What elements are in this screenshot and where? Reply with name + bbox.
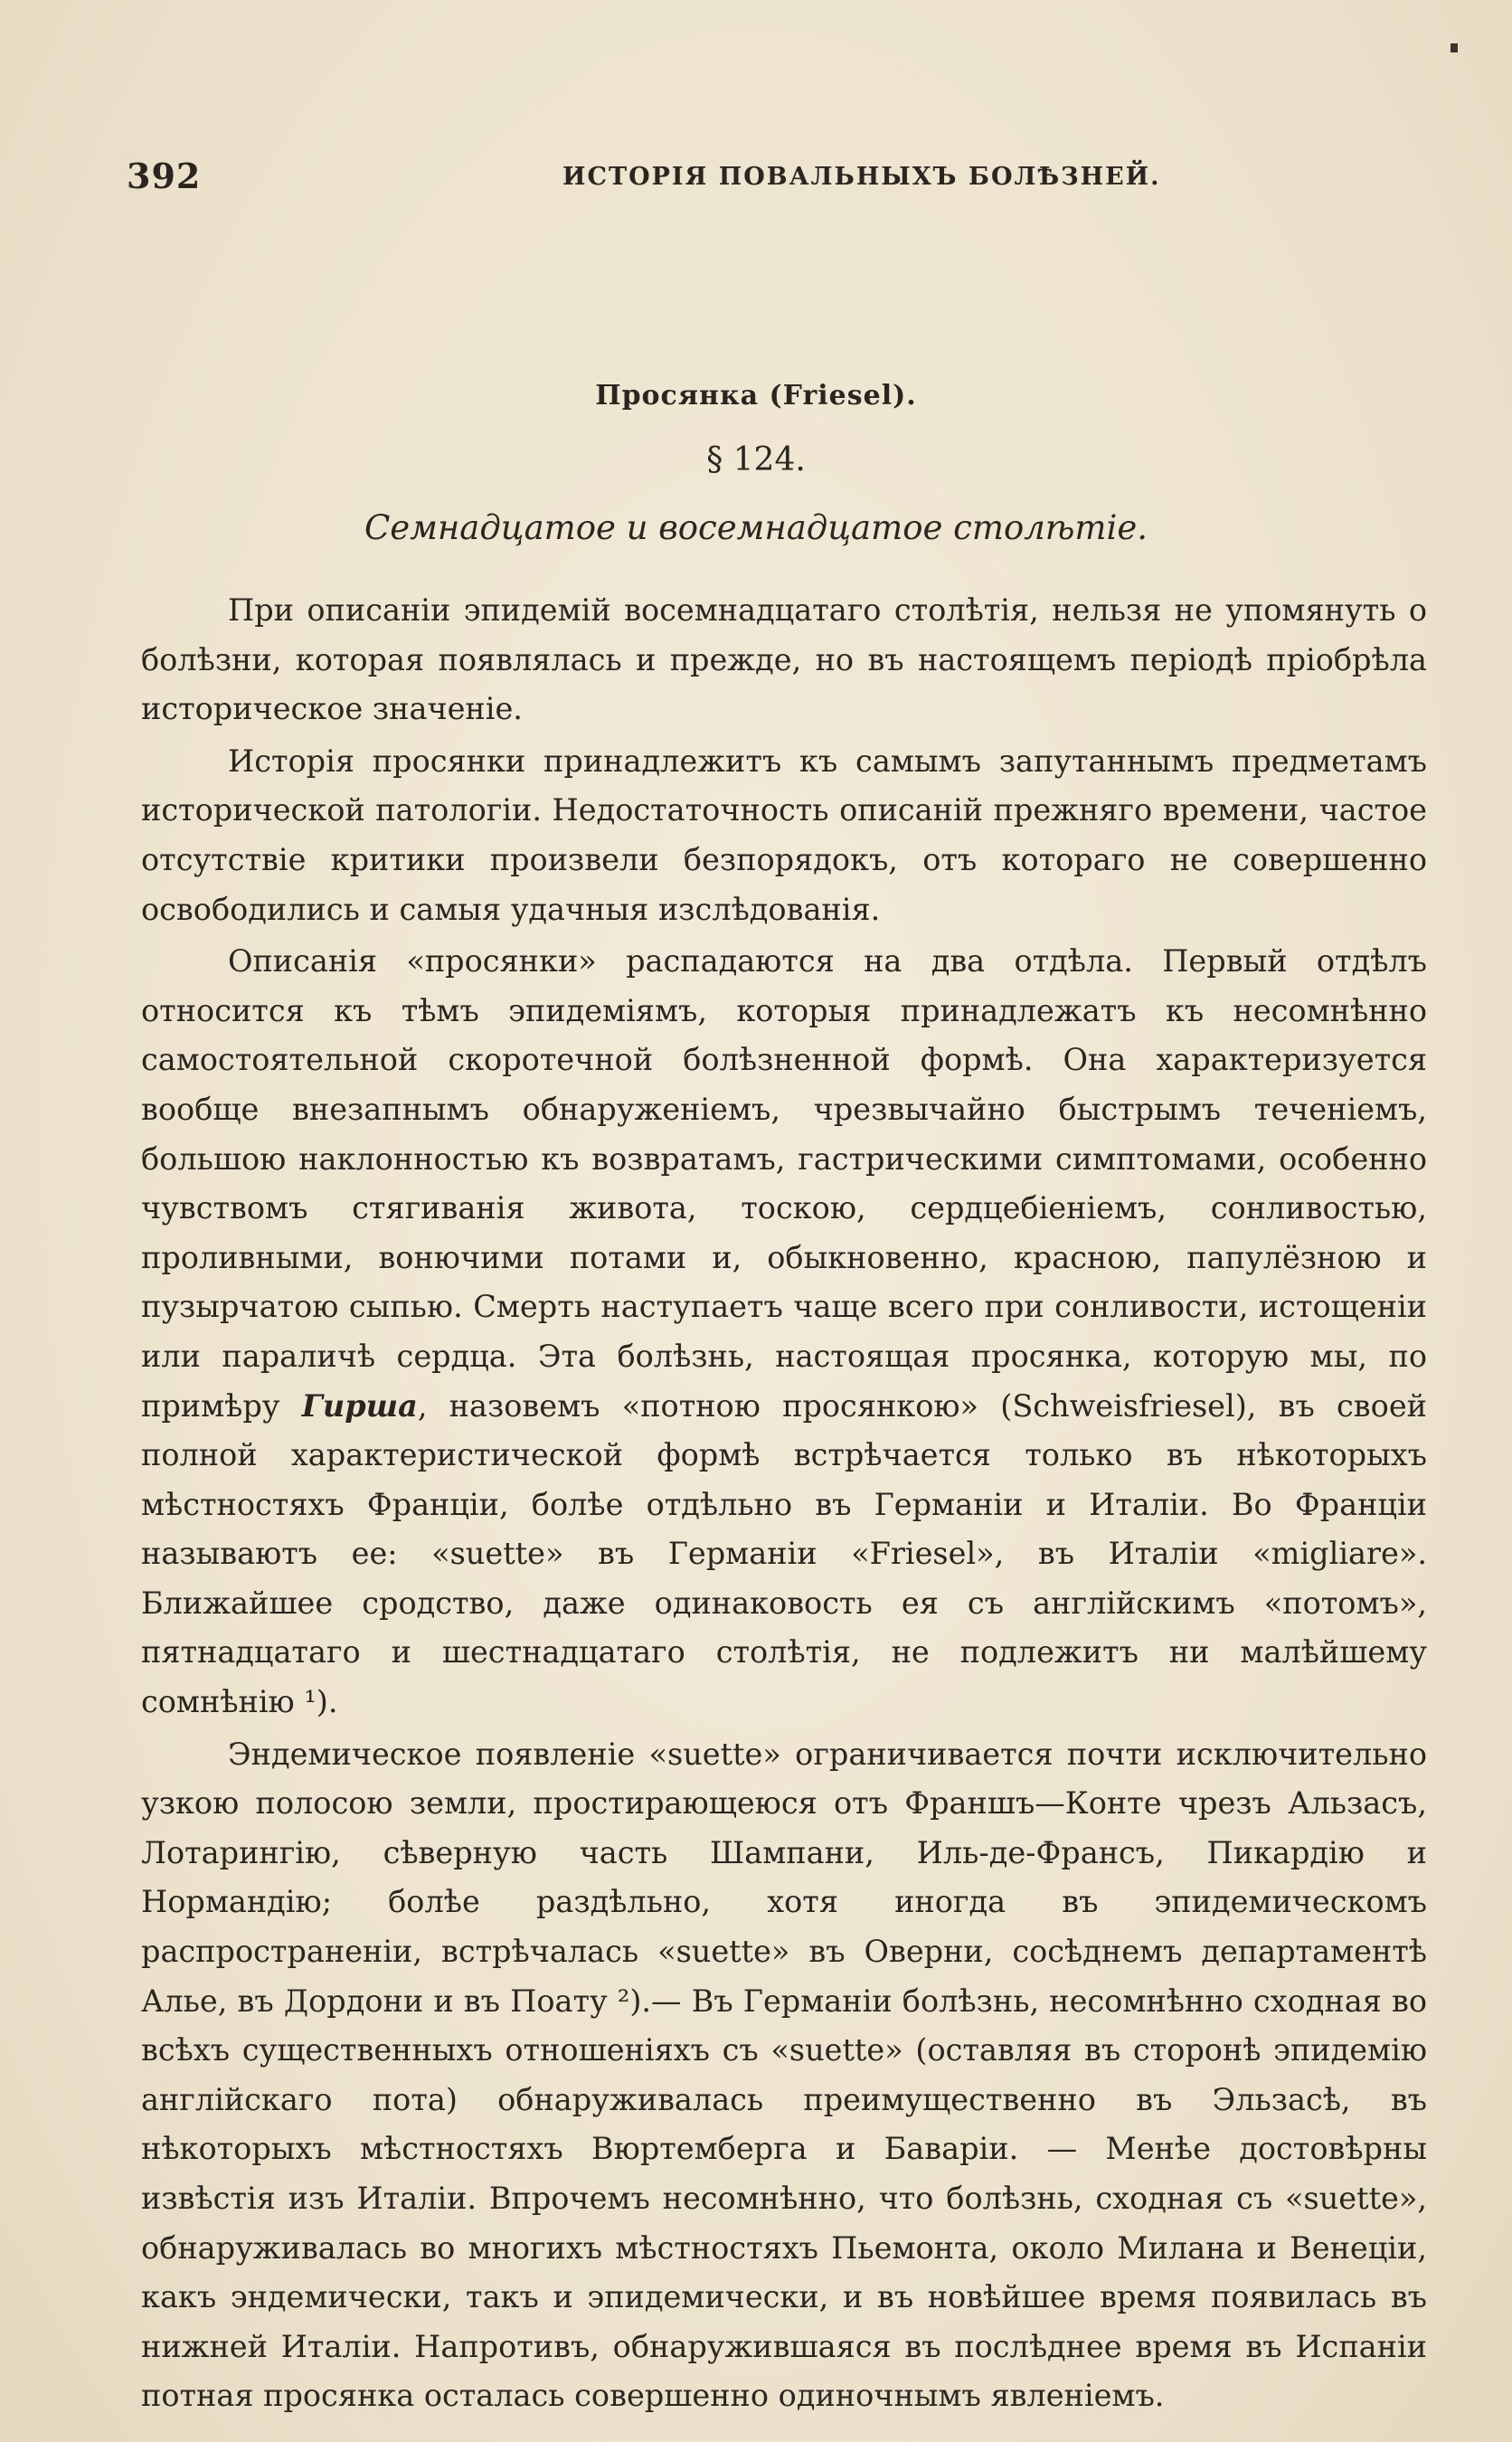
paragraph-text: Описанія «просянки» распадаются на два отдѣла. Первый отдѣлъ относится къ тѣмъ эпидеміямъ, которыя принадлежатъ къ несомнѣнно самостоятельной скоротечной болѣзненной формѣ. Она характеризуется вообще внезапнымъ обнаруженіемъ, чрезвычайно быстрымъ теченіемъ, большою наклонностью къ возвратамъ, гастрическими симптомами, особенно чувствомъ стягиванія живота, тоскою, сердцебіеніемъ, сонливостью, проливными, вонючими потами и, обыкновенно, красною, папулёзною и пузырчатою сыпью. Смерть наступаетъ чаще всего при сонливости, истощеніи или параличѣ сердца. Эта болѣзнь, настоящая просянка, которую мы, по примѣру: [141, 943, 1427, 1424]
emphasized-name: Гирша: [301, 1387, 418, 1424]
body-text: [141, 586, 1427, 2421]
page-number: 392: [127, 156, 202, 196]
paragraph: Эндемическое появленіе «suette» ограничивается почти исключительно узкою полосою земли, простирающеюся отъ Франшъ—Конте чрезъ Альзасъ, Лотарингію, сѣверную часть Шампани, Иль-де-Франсъ, Пикардію и Нормандію; болѣе раздѣльно, хотя иногда въ эпидемическомъ распространеніи, встрѣчалась «suette» въ Оверни, сосѣднемъ департаментѣ Алье, въ Дордони и въ Поату ²).— Въ Германіи болѣзнь, несомнѣнно сходная во всѣхъ существенныхъ отношеніяхъ съ «suette» (оставляя въ сторонѣ эпидемію англійскаго пота) обнаруживалась преимущественно въ Эльзасѣ, въ нѣкоторыхъ мѣстностяхъ Вюртемберга и Баваріи. — Менѣе достовѣрны извѣстія изъ Италіи. Впрочемъ несомнѣнно, что болѣзнь, сходная съ «suette», обнаруживалась во многихъ мѣстностяхъ Пьемонта, около Милана и Венеціи, какъ эндемически, такъ и эпидемически, и въ новѣйшее время появилась въ нижней Италіи. Напротивъ, обнаружившаяся въ послѣднее время въ Испаніи потная просянка осталась совершенно одиночнымъ явленіемъ.: [141, 1736, 1427, 2414]
section-number: § 124.: [706, 441, 806, 478]
section-subtitle: Семнадцатое и восемнадцатое столѣтіе.: [364, 508, 1148, 547]
page-header: [0, 156, 1512, 201]
paragraph: Исторія просянки принадлежитъ къ самымъ запутаннымъ предметамъ исторической патологіи. Недостаточность описаній прежняго времени, частое отсутствіе критики произвели безпорядокъ, отъ котораго не совершенно освободились и самыя удачныя изслѣдованія.: [141, 743, 1427, 927]
chapter-title: Просянка (Friesel).: [595, 380, 917, 412]
paragraph: При описаніи эпидемій восемнадцатаго столѣтія, нельзя не упомянуть о болѣзни, которая появлялась и прежде, но въ настоящемъ періодѣ пріобрѣла историческое значеніе.: [141, 592, 1427, 727]
paragraph: [141, 937, 1427, 1727]
paragraph-text: , назовемъ «потною просянкою» (Schweisfriesel), въ своей полной характеристической формѣ встрѣчается только въ нѣкоторыхъ мѣстностяхъ Франціи, болѣе отдѣльно въ Германіи и Италіи. Во Франціи называютъ ее: «suette» въ Германіи «Friesel», въ Италіи «migliare». Ближайшее сродство, даже одинаковость ея съ англійскимъ «потомъ», пятнадцатаго и шестнадцатаго столѣтія, не подлежитъ ни малѣйшему сомнѣнію ¹).: [141, 1387, 1427, 1720]
running-head: ИСТОРІЯ ПОВАЛЬНЫХЪ БОЛѢЗНЕЙ.: [562, 163, 1161, 191]
ink-speck: [1451, 43, 1458, 52]
